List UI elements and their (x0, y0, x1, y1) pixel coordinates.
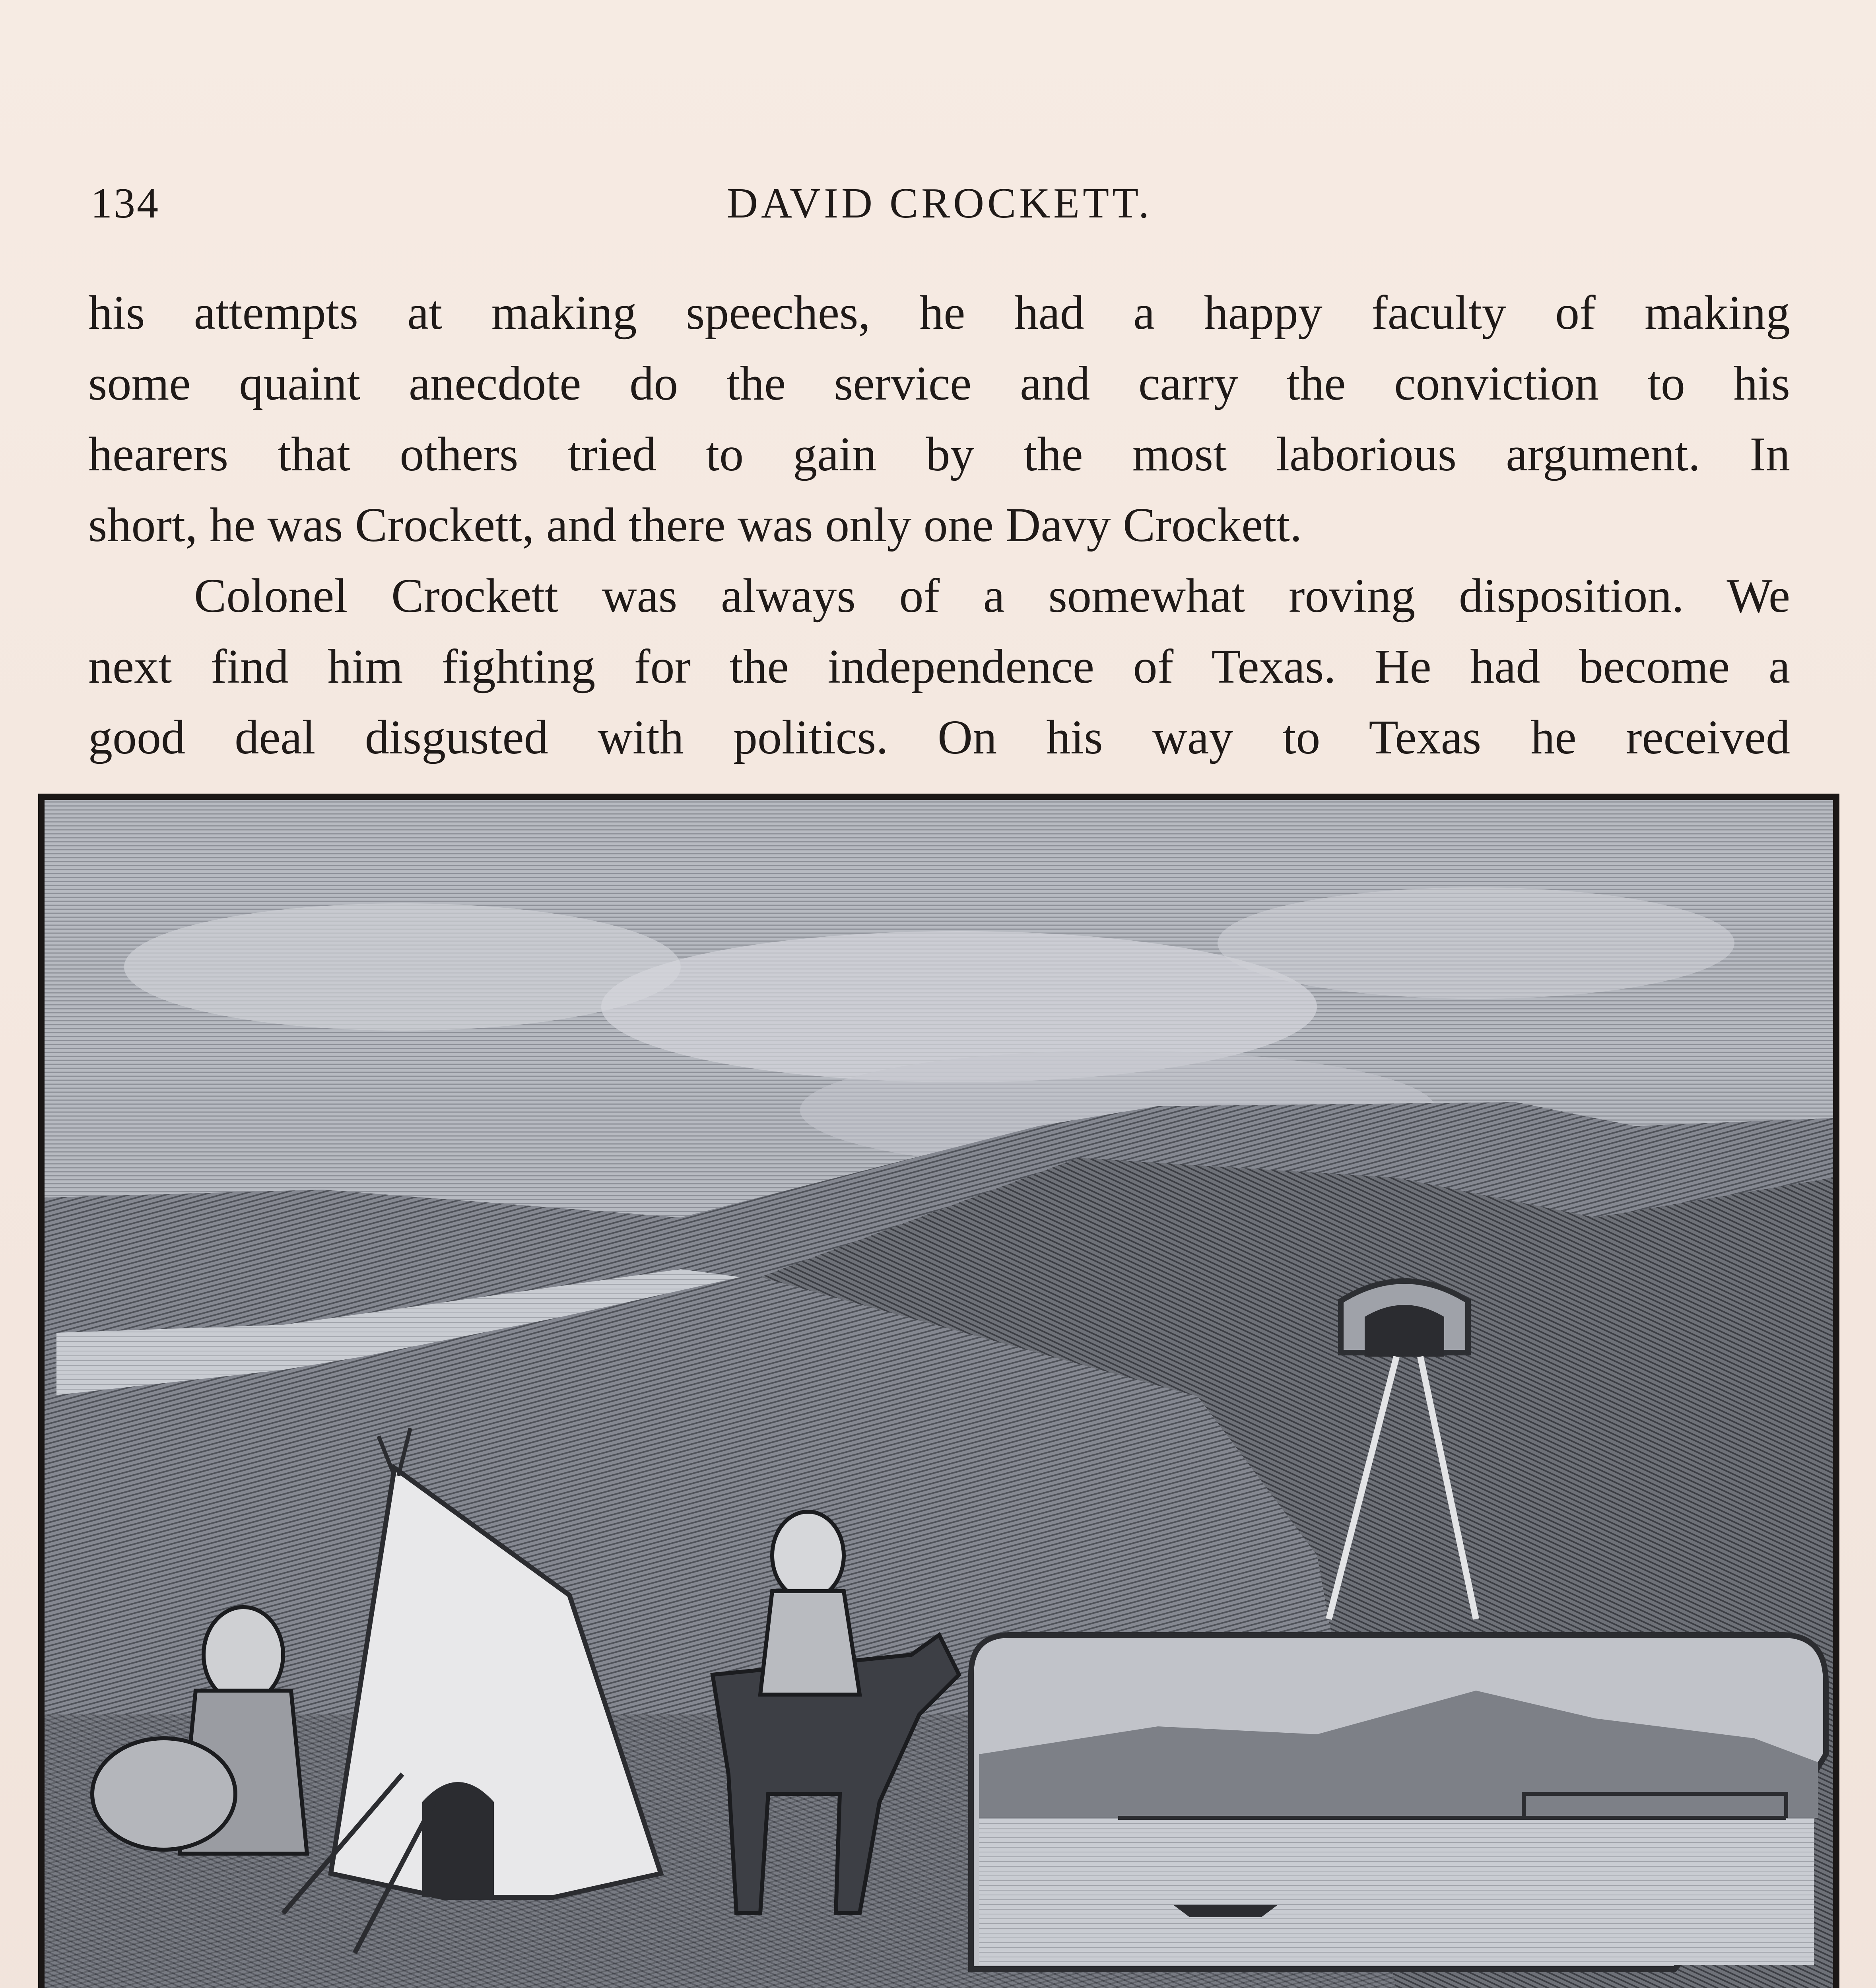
text-line: short, he was Crockett, and there was only one Davy Crockett. (88, 498, 1302, 552)
text-line: his attempts at making speeches, he had a happy faculty of making (88, 286, 1790, 340)
running-head: DAVID CROCKETT. (726, 180, 1152, 227)
body-text-top (88, 278, 1790, 773)
text-line: good deal disgusted with politics. On his way to Texas he received (88, 711, 1790, 764)
text-line: Colonel Crockett was always of a somewhat roving disposition. We (194, 569, 1790, 623)
page-header (91, 179, 1789, 235)
page-number: 134 (91, 180, 160, 227)
inset-vignette (971, 1635, 1826, 1969)
text-line: next find him fighting for the independence of Texas. He had become a (88, 640, 1790, 693)
engraving-illustration-icon (38, 794, 1839, 1988)
text-line: hearers that others tried to gain by the most laborious argument. In (88, 427, 1790, 481)
text-line: some quaint anecdote do the service and carry the conviction to his (88, 357, 1790, 410)
